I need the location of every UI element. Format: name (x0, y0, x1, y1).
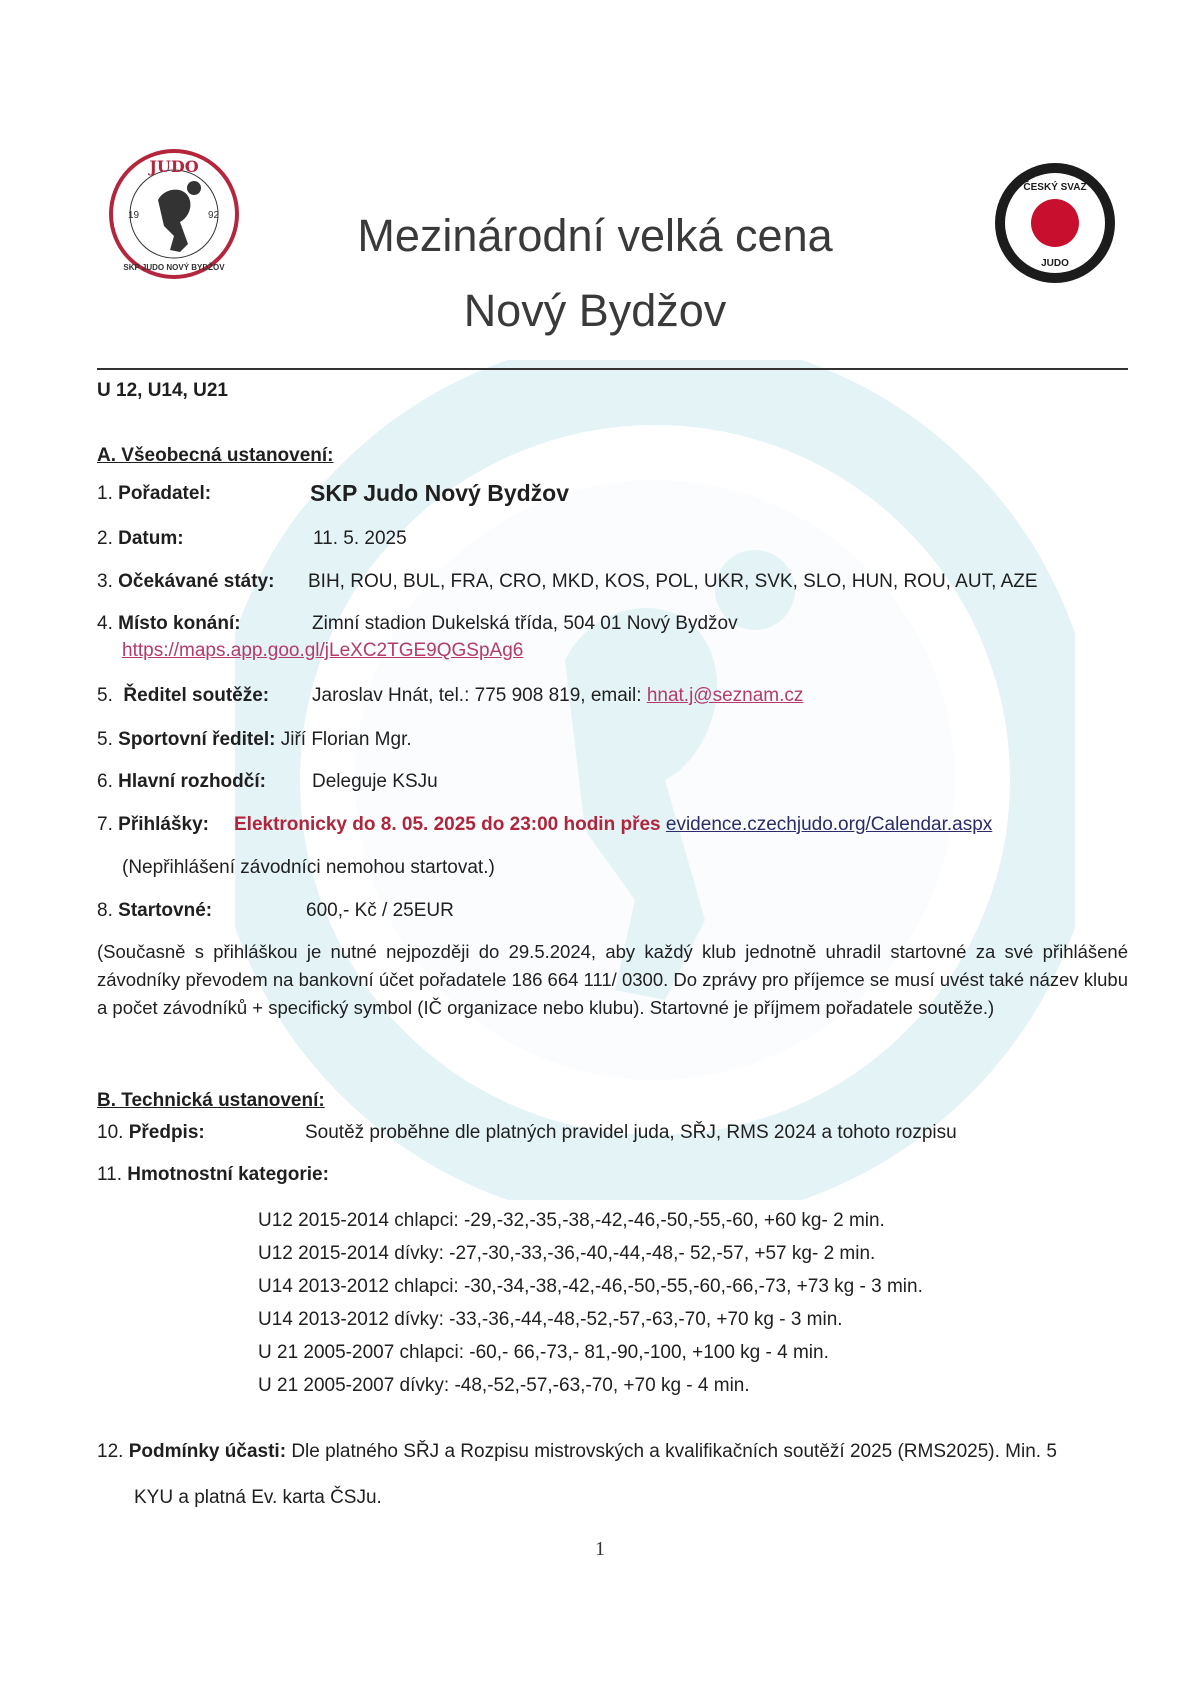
registration-note: (Nepřihlášení závodníci nemohou startovat.) (122, 857, 495, 878)
item-5-sports-director: 5. Sportovní ředitel: Jiří Florian Mgr. (97, 729, 412, 750)
registration-value: Elektronicky do 8. 05. 2025 do 23:00 hodin přes evidence.czechjudo.org/Calendar.aspx (234, 814, 993, 835)
organizer-value: SKP Judo Nový Bydžov (310, 480, 570, 506)
svg-text:19: 19 (128, 210, 140, 221)
venue-value: Zimní stadion Dukelská třída, 504 01 Nový Bydžov (312, 613, 738, 634)
item-10: 10. Předpis: (97, 1122, 205, 1143)
svg-text:ČESKÝ SVAZ: ČESKÝ SVAZ (1023, 182, 1087, 193)
section-a-heading: A. Všeobecná ustanovení: (97, 445, 334, 466)
svg-text:92: 92 (208, 210, 220, 221)
weight-category-row: U12 2015-2014 chlapci: -29,-32,-35,-38,-42,-46,-50,-55,-60, +60 kg- 2 min. (258, 1210, 885, 1231)
item-5-director: 5. Ředitel soutěže: (97, 685, 270, 706)
director-email-link[interactable]: hnat.j@seznam.cz (646, 685, 804, 706)
conditions-continuation: KYU a platná Ev. karta ČSJu. (134, 1487, 382, 1508)
item-12: 12. Podmínky účasti: Dle platného SŘJ a Rozpisu mistrovských a kvalifikačních soutěží 2025 (RMS2025). Min. 5 (97, 1441, 1057, 1462)
weight-category-row: U 21 2005-2007 dívky: -48,-52,-57,-63,-70, +70 kg - 4 min. (258, 1375, 750, 1396)
weight-category-row: U12 2015-2014 dívky: -27,-30,-33,-36,-40,-44,-48,- 52,-57, +57 kg- 2 min. (258, 1243, 876, 1264)
svg-text:JUDO: JUDO (1041, 258, 1069, 269)
rules-value: Soutěž proběhne dle platných pravidel juda, SŘJ, RMS 2024 a tohoto rozpisu (305, 1122, 957, 1143)
referee-value: Deleguje KSJu (312, 771, 438, 792)
svg-text:JUDO: JUDO (149, 157, 199, 176)
item-3: 3. Očekávané státy: (97, 571, 275, 592)
fee-paragraph: (Současně s přihláškou je nutné nejpozději do 29.5.2024, aby každý klub jednotně uhradil startovné za své přihlášené závodníky převodem na bankovní účet pořadatele 186 664 111/ 0300. Do zprávy pro příjemce se musí uvést také název klubu a počet závodníků + specifický symbol (IČ organizace nebo klubu). Startovné je příjmem pořadatele soutěže.) (97, 941, 1128, 1018)
weight-category-row: U 21 2005-2007 chlapci: -60,- 66,-73,- 81,-90,-100, +100 kg - 4 min. (258, 1342, 829, 1363)
svg-text:SKP JUDO NOVÝ BYDŽOV: SKP JUDO NOVÝ BYDŽOV (123, 263, 225, 272)
item-2: 2. Datum: (97, 528, 184, 549)
section-b-heading: B. Technická ustanovení: (97, 1090, 325, 1111)
venue-map-link[interactable]: https://maps.app.goo.gl/jLeXC2TGE9QGSpAg6 (122, 640, 524, 661)
item-6: 6. Hlavní rozhodčí: (97, 771, 266, 792)
title-divider (97, 368, 1128, 370)
countries-value: BIH, ROU, BUL, FRA, CRO, MKD, KOS, POL, UKR, SVK, SLO, HUN, ROU, AUT, AZE (308, 571, 1038, 592)
item-11: 11. Hmotnostní kategorie: (97, 1164, 329, 1185)
skp-judo-novy-bydzov-logo (108, 148, 240, 280)
date-value: 11. 5. 2025 (313, 528, 407, 549)
weight-category-row: U14 2013-2012 chlapci: -30,-34,-38,-42,-46,-50,-55,-60,-66,-73, +73 kg - 3 min. (258, 1276, 923, 1297)
item-1: 1. Pořadatel: (97, 483, 212, 504)
item-7: 7. Přihlášky: (97, 814, 209, 835)
page-number: 1 (595, 1538, 605, 1560)
item-4: 4. Místo konání: (97, 613, 241, 634)
document-title-line1: Mezinárodní velká cena (357, 210, 833, 261)
registration-link[interactable]: evidence.czechjudo.org/Calendar.aspx (665, 814, 993, 835)
age-categories: U 12, U14, U21 (97, 380, 228, 401)
director-value: Jaroslav Hnát, tel.: 775 908 819, email: hnat.j@seznam.cz (312, 685, 804, 706)
fee-value: 600,- Kč / 25EUR (306, 900, 454, 921)
weight-category-row: U14 2013-2012 dívky: -33,-36,-44,-48,-52,-57,-63,-70, +70 kg - 3 min. (258, 1309, 843, 1330)
document-title-line2: Nový Bydžov (463, 285, 727, 336)
item-8: 8. Startovné: (97, 900, 213, 921)
cesky-svaz-judo-logo (992, 160, 1118, 286)
